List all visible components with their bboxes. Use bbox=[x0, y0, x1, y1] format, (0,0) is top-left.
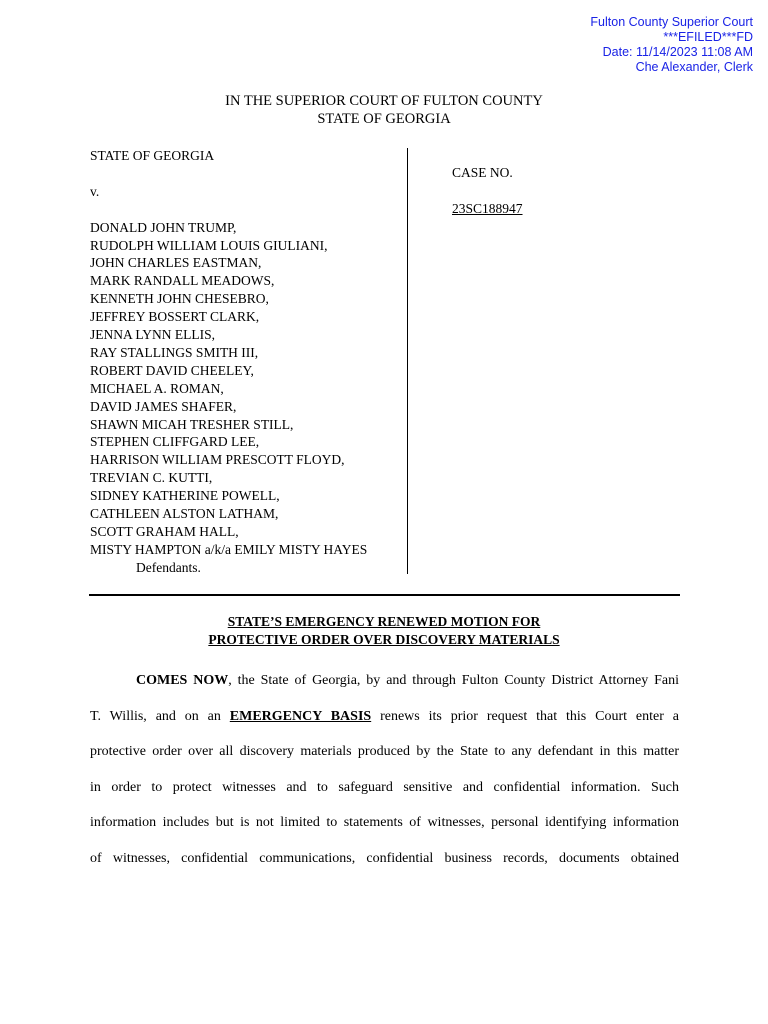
comes-now: COMES NOW bbox=[136, 673, 229, 688]
motion-title-line2: PROTECTIVE ORDER OVER DISCOVERY MATERIALS bbox=[208, 632, 560, 647]
defendant: KENNETH JOHN CHESEBRO, bbox=[90, 291, 269, 307]
body-line: information includes but is not limited to statements of witnesses, personal identifying information bbox=[90, 815, 679, 830]
defendants-label: Defendants. bbox=[136, 559, 201, 575]
emergency-basis: EMERGENCY BASIS bbox=[229, 708, 372, 724]
stamp-clerk: Che Alexander, Clerk bbox=[635, 60, 753, 74]
caption-divider bbox=[407, 148, 408, 574]
defendant: JEFFREY BOSSERT CLARK, bbox=[90, 309, 260, 325]
motion-body bbox=[90, 663, 679, 876]
court-state: STATE OF GEORGIA bbox=[317, 111, 451, 127]
defendant: STEPHEN CLIFFGARD LEE, bbox=[90, 434, 260, 450]
defendant: DAVID JAMES SHAFER, bbox=[90, 398, 237, 414]
efile-stamp bbox=[590, 15, 753, 75]
defendant: SIDNEY KATHERINE POWELL, bbox=[90, 488, 280, 504]
defendant: JOHN CHARLES EASTMAN, bbox=[90, 255, 262, 271]
defendant: RAY STALLINGS SMITH III, bbox=[90, 344, 259, 360]
caption-parties bbox=[90, 147, 408, 577]
motion-title-line1: STATE’S EMERGENCY RENEWED MOTION FOR bbox=[227, 614, 541, 629]
plaintiff: STATE OF GEORGIA bbox=[90, 148, 215, 163]
defendant: SHAWN MICAH TRESHER STILL, bbox=[90, 416, 294, 432]
defendant: MARK RANDALL MEADOWS, bbox=[90, 273, 275, 289]
defendant: ROBERT DAVID CHEELEY, bbox=[90, 362, 254, 378]
body-line: in order to protect witnesses and to safeguard sensitive and confidential information. Such bbox=[90, 779, 679, 795]
stamp-court: Fulton County Superior Court bbox=[590, 15, 753, 29]
defendant: MISTY HAMPTON a/k/a EMILY MISTY HAYES bbox=[90, 541, 368, 557]
body-line: of witnesses, confidential communications, confidential business records, documents obtained bbox=[90, 850, 679, 866]
defendant: HARRISON WILLIAM PRESCOTT FLOYD, bbox=[90, 452, 345, 468]
defendant: SCOTT GRAHAM HALL, bbox=[90, 524, 239, 539]
defendant: RUDOLPH WILLIAM LOUIS GIULIANI, bbox=[90, 237, 328, 253]
defendant: JENNA LYNN ELLIS, bbox=[90, 327, 216, 343]
stamp-efiled: ***EFILED***FD bbox=[663, 30, 753, 44]
versus: v. bbox=[90, 183, 100, 199]
case-number: 23SC188947 bbox=[452, 201, 523, 216]
caption-rule bbox=[89, 594, 680, 596]
body-line: protective order over all discovery materials produced by the State to any defendant in this matter bbox=[90, 744, 679, 759]
court-name: IN THE SUPERIOR COURT OF FULTON COUNTY bbox=[225, 93, 543, 109]
defendant: DONALD JOHN TRUMP, bbox=[90, 219, 237, 235]
defendant: MICHAEL A. ROMAN, bbox=[90, 380, 224, 396]
stamp-date: Date: 11/14/2023 11:08 AM bbox=[602, 45, 753, 59]
defendant: TREVIAN C. KUTTI, bbox=[90, 470, 213, 486]
defendant: CATHLEEN ALSTON LATHAM, bbox=[90, 506, 279, 522]
case-no-label: CASE NO. bbox=[452, 165, 513, 180]
body-line: COMES NOW, the State of Georgia, by and through Fulton County District Attorney Fani bbox=[136, 673, 679, 688]
body-line: T. Willis, and on an EMERGENCY BASIS renews its prior request that this Court enter a bbox=[90, 708, 679, 724]
